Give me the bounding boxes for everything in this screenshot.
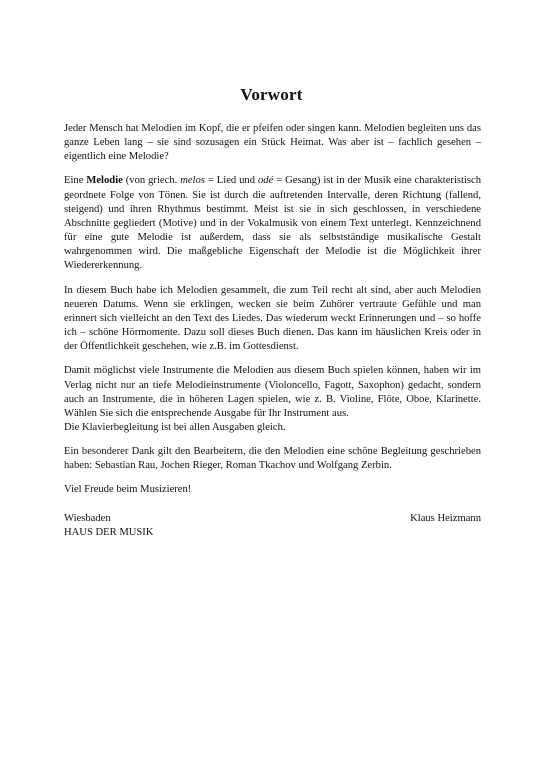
paragraph-intro: Jeder Mensch hat Melodien im Kopf, die er pfeifen oder singen kann. Melodien begleiten uns das ganze Leben lang – sie sind sozusagen ein Stück Heimat. Was aber ist – fachlich gesehen – eigentlich eine Melodie?: [64, 123, 481, 163]
paragraph-definition: [64, 174, 481, 273]
definition-text-3: = Lied und: [204, 175, 258, 187]
definition-text-2: (von griech.: [122, 175, 181, 187]
paragraph-closing: Viel Freude beim Musizieren!: [64, 484, 192, 496]
document-body: [64, 122, 481, 540]
signature-author: Klaus Heizmann: [410, 512, 481, 524]
signature-publisher: HAUS DER MUSIK: [64, 526, 154, 538]
page-title: Vorwort: [240, 85, 303, 104]
instruments-text: Damit möglichst viele Instrumente die Melodien aus diesem Buch spielen können, haben wir im Verlag nicht nur an tiefe Melodieinstrumente (Violoncello, Fagott, Saxophon) gedacht, sondern auch an Instrumente, die in höheren Lagen spielen, wie z. B. Violine, Flöte, Oboe, Klarinette. Wählen Sie sich die entsprechende Ausgabe für Ihr Instrument aus.: [64, 365, 481, 419]
piano-accompaniment-note: Die Klavierbegleitung ist bei allen Ausgaben gleich.: [64, 421, 286, 433]
definition-term: Melodie: [86, 175, 123, 187]
greek-word-ode: odé: [257, 175, 274, 187]
signature-left: [64, 512, 153, 540]
paragraph-instruments: [64, 364, 481, 435]
greek-word-melos: melos: [180, 175, 205, 187]
paragraph-thanks: Ein besonderer Dank gilt den Bearbeitern, die den Melodien eine schöne Begleitung geschrieben haben: Sebastian Rau, Jochen Rieger, Roman Tkachov und Wolfgang Zerbin.: [64, 446, 481, 472]
paragraph-collection: In diesem Buch habe ich Melodien gesammelt, die zum Teil recht alt sind, aber auch Melodien neueren Datums. Wenn sie erklingen, wecken sie beim Zuhörer vertraute Gefühle und man erinnert sich vielleicht an den Text des Liedes. Das wiederum weckt Erinnerungen und – so hoffe ich – schöne Hörmomente. Dazu soll dieses Buch dienen. Das kann im häuslichen Kreis oder in der Öffentlichkeit geschehen, wie z.B. im Gottesdienst.: [64, 284, 481, 353]
signature-place: Wiesbaden: [64, 512, 111, 524]
definition-text-4: = Gesang) ist in der Musik eine charakteristisch geordnete Folge von Tönen. Sie ist durch die auftretenden Intervalle, deren Richtung (fallend, steigend) und ihren Rhythmus bestimmt. Meist ist sie in sich geschlossen, in verschiedene Abschnitte gegliedert (Motive) und in der Vokalmusik von einem Text unterlegt. Kennzeichnend für eine gute Melodie ist außerdem, dass sie als selbstständige musikalische Gestalt wahrgenommen wird. Die maßgebliche Eigenschaft der Melodie ist die Möglichkeit ihrer Wiedererkennung.: [64, 175, 482, 272]
signature-block: [64, 512, 481, 540]
definition-text-1: Eine: [64, 175, 87, 187]
